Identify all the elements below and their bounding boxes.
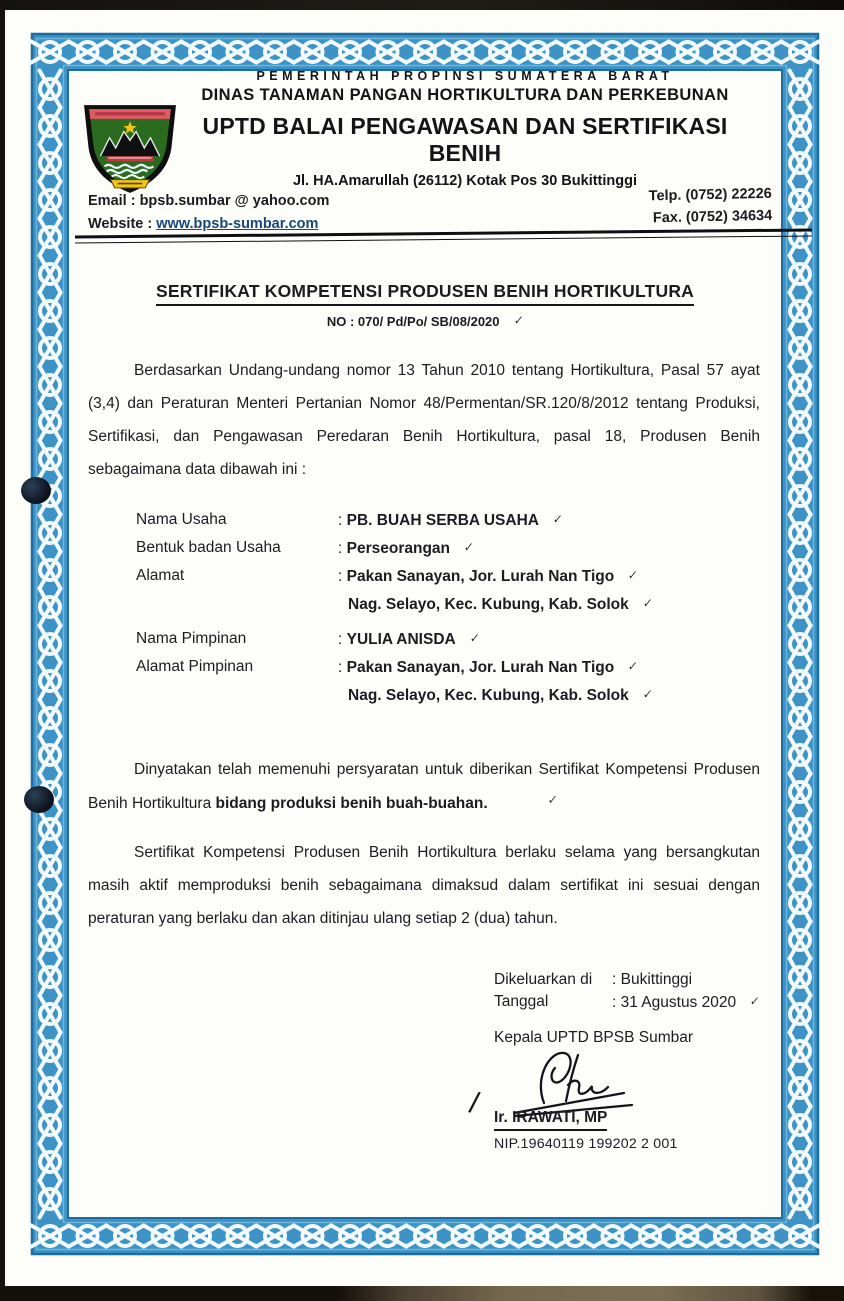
office-address-line: Jl. HA.Amarullah (26112) Kotak Pos 30 Bukittinggi [292, 173, 638, 189]
field-value: : YULIA ANISDA ✓ [338, 625, 760, 653]
title-block [130, 281, 720, 329]
handwritten-checkmark: ✓ [552, 511, 564, 527]
field-row [136, 625, 760, 653]
handwritten-checkmark: ✓ [749, 992, 761, 1009]
signer-name-row [466, 1085, 764, 1132]
field-value: : Pakan Sanayan, Jor. Lurah Nan Tigo ✓ Nag. Selayo, Kec. Kubung, Kab. Solok ✓ [338, 562, 760, 618]
field-label: Alamat [136, 567, 185, 584]
signer-nip: NIP.19640119 199202 2 001 [494, 1136, 678, 1152]
punch-hole [24, 786, 54, 813]
handwritten-slash: / [466, 1085, 482, 1121]
signer-position: Kepala UPTD BPSB Sumbar [494, 1029, 694, 1046]
signature-area [494, 1049, 764, 1107]
issued-at-label: Dikeluarkan di [494, 971, 593, 988]
field-row [136, 562, 760, 618]
contact-block-left [88, 190, 329, 236]
signer-name: Ir. IRAWATI, MP [494, 1107, 607, 1132]
email-line: Email : bpsb.sumbar @ yahoo.com [88, 193, 330, 209]
field-row [136, 534, 760, 562]
field-label: Alamat Pimpinan [136, 658, 254, 675]
handwritten-checkmark: ✓ [642, 595, 654, 611]
telp-line: Telp. (0752) 22226 [648, 185, 772, 205]
field-value: : Pakan Sanayan, Jor. Lurah Nan Tigo ✓ Nag. Selayo, Kec. Kubung, Kab. Solok ✓ [338, 653, 760, 709]
issued-at-value: : Bukittinggi [612, 971, 693, 988]
handwritten-checkmark: ✓ [463, 539, 475, 555]
field-value: : Perseorangan ✓ [338, 534, 760, 562]
punch-hole [21, 477, 51, 504]
date-label: Tanggal [494, 992, 549, 1010]
handwritten-checkmark: ✓ [546, 791, 558, 808]
field-row [136, 506, 760, 534]
opening-paragraph: Berdasarkan Undang-undang nomor 13 Tahun 2010 tentang Hortikultura, Pasal 57 ayat (3,4) dan Peraturan Menteri Pertanian Nomor 48/Permentan/SR.120/8/2012 tentang Produksi, Sertifikasi, dan Pengawasan Peredaran Benih Hortikultura, pasal 18, Produsen Benih sebagaimana data dibawah ini : [88, 362, 760, 478]
department-line: DINAS TANAMAN PANGAN HORTIKULTURA DAN PERKEBUNAN [201, 86, 729, 104]
handwritten-checkmark: ✓ [512, 312, 524, 328]
handwritten-checkmark: ✓ [627, 567, 639, 583]
producer-data-fields [136, 506, 760, 709]
office-name-line: UPTD BALAI PENGAWASAN DAN SERTIFIKASI BENIH [202, 113, 728, 166]
photo-edge-left [0, 0, 5, 1301]
field-row [136, 653, 760, 709]
handwritten-checkmark: ✓ [627, 658, 639, 674]
issued-at-row [494, 969, 764, 991]
certificate-number: NO : 070/ Pd/Po/ SB/08/2020 ✓ [326, 312, 524, 329]
handwritten-checkmark: ✓ [469, 630, 481, 646]
statement-paragraph: Dinyatakan telah memenuhi persyaratan untuk diberikan Sertifikat Kompetensi Produsen Benih Hortikultura bidang produksi benih buah-buahan. ✓ [88, 753, 760, 820]
field-label: Nama Pimpinan [136, 630, 247, 647]
photo-edge-top [0, 0, 844, 10]
validity-paragraph: Sertifikat Kompetensi Produsen Benih Hortikultura berlaku selama yang bersangkutan masih aktif memproduksi benih sebagaimana dimaksud dalam sertifikat ini sesuai dengan peraturan yang berlaku dan akan ditinjau ulang setiap 2 (dua) tahun. [88, 844, 760, 927]
letterhead [165, 69, 765, 189]
certificate-title: SERTIFIKAT KOMPETENSI PRODUSEN BENIH HORTIKULTURA [156, 281, 694, 306]
field-label: Nama Usaha [136, 511, 227, 528]
photo-table-edge-bottom [0, 1286, 844, 1301]
document-body [88, 354, 760, 1156]
date-row [494, 991, 764, 1014]
signature-block [466, 969, 764, 1156]
handwritten-checkmark: ✓ [642, 686, 654, 702]
contact-block-right [560, 183, 773, 231]
field-label: Bentuk badan Usaha [136, 539, 281, 556]
field-value: : PB. BUAH SERBA USAHA ✓ [338, 506, 760, 534]
website-link: www.bpsb-sumbar.com [156, 216, 319, 232]
fax-line: Fax. (0752) 34634 [652, 207, 773, 227]
date-value: : 31 Agustus 2020 ✓ [612, 991, 764, 1014]
website-label: Website : [88, 216, 157, 232]
government-line: PEMERINTAH PROPINSI SUMATERA BARAT [256, 69, 674, 83]
